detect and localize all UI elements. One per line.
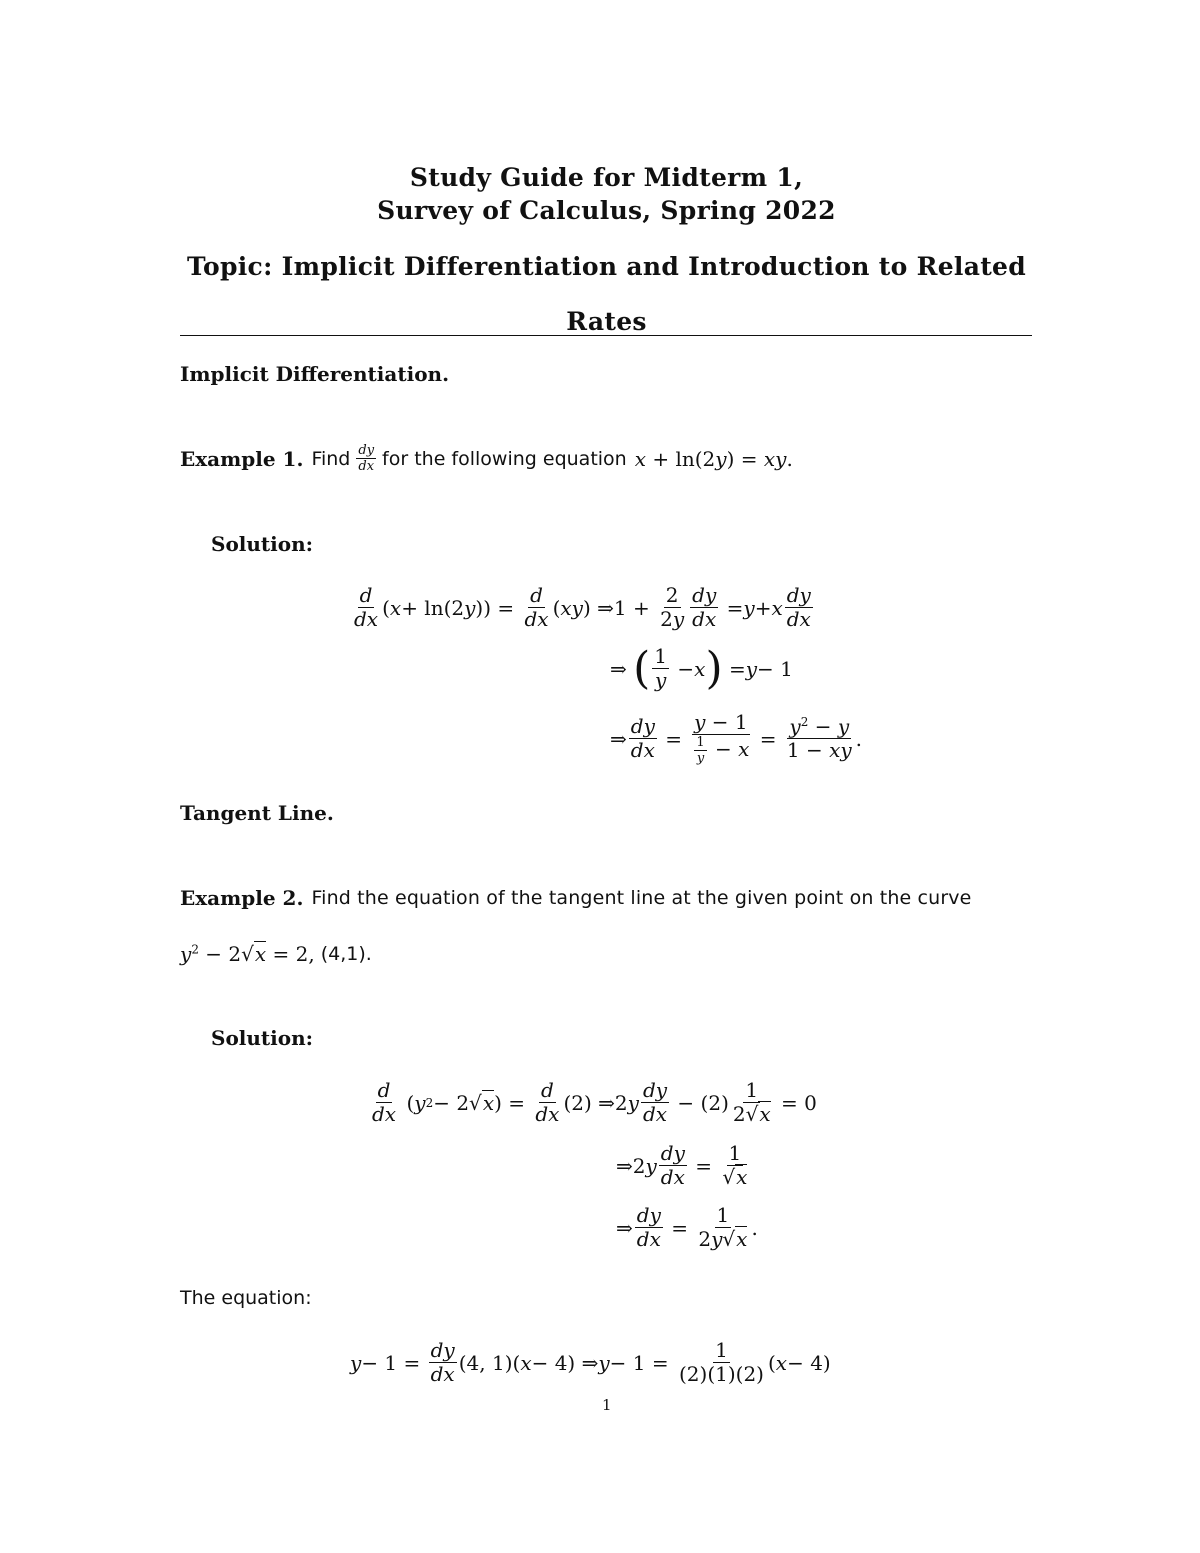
- example-1-statement: [180, 444, 793, 473]
- example-2-point: (4,1).: [320, 943, 372, 965]
- solution-2-line-2: ⇒2 y dy dx = 1 √x: [616, 1141, 748, 1189]
- example-1-find: Find: [311, 447, 351, 470]
- title-line-2: Survey of Calculus, Spring 2022: [377, 196, 836, 225]
- section-implicit-differentiation: Implicit Differentiation.: [180, 362, 450, 386]
- solution-1-line-1: d dx ( x + ln(2 y )) = d dx ( xy ) ⇒1 + 2 2y dy dx = y + x dy dx: [354, 583, 811, 631]
- example-2-statement: [180, 886, 972, 910]
- example-1-rest: for the following equation: [382, 447, 627, 470]
- dy-dx-inline: dy dx: [358, 443, 375, 474]
- solution-2-line-3: ⇒ dy dx = 1 2y√x .: [616, 1203, 758, 1251]
- example-1-label: Example 1.: [180, 446, 304, 471]
- solution-2-line-1: d dx ( y 2 − 2√ x ) = d dx (2) ⇒2 y dy dx − (2) 1 2√x = 0: [372, 1078, 817, 1126]
- example-2-curve: [180, 942, 372, 966]
- example-2-text: Find the equation of the tangent line at the given point on the curve: [311, 887, 972, 909]
- solution-1-label: Solution:: [211, 532, 314, 556]
- solution-1-line-3: ⇒ dy dx = y − 1 $\frac{1}{y}$ − x = $y^2 - y$ 1 − xy .: [610, 710, 863, 766]
- header-rule: [180, 335, 1032, 336]
- solution-2-label: Solution:: [211, 1026, 314, 1050]
- equation-label: The equation:: [180, 1287, 312, 1309]
- topic-line-1: Topic: Implicit Differentiation and Introduction to Related: [186, 252, 1027, 281]
- example-1-equation: x + ln(2y) = xy.: [634, 446, 793, 471]
- title-line-1: Study Guide for Midterm 1,: [409, 163, 804, 192]
- example-2-label: Example 2.: [180, 886, 304, 910]
- topic-line-2: Rates: [566, 307, 647, 336]
- page-number: 1: [602, 1396, 612, 1414]
- tangent-equation: y − 1 = dy dx (4, 1)( x − 4) ⇒ y − 1 = 1 (2)(1)(2) ( x − 4): [350, 1338, 831, 1386]
- example-2-equation: $y^2 - 2√x = 2$,: [180, 942, 315, 966]
- section-tangent-line: Tangent Line.: [180, 801, 334, 825]
- solution-1-line-2: ⇒ ( 1 y − x ) = y − 1: [610, 642, 793, 694]
